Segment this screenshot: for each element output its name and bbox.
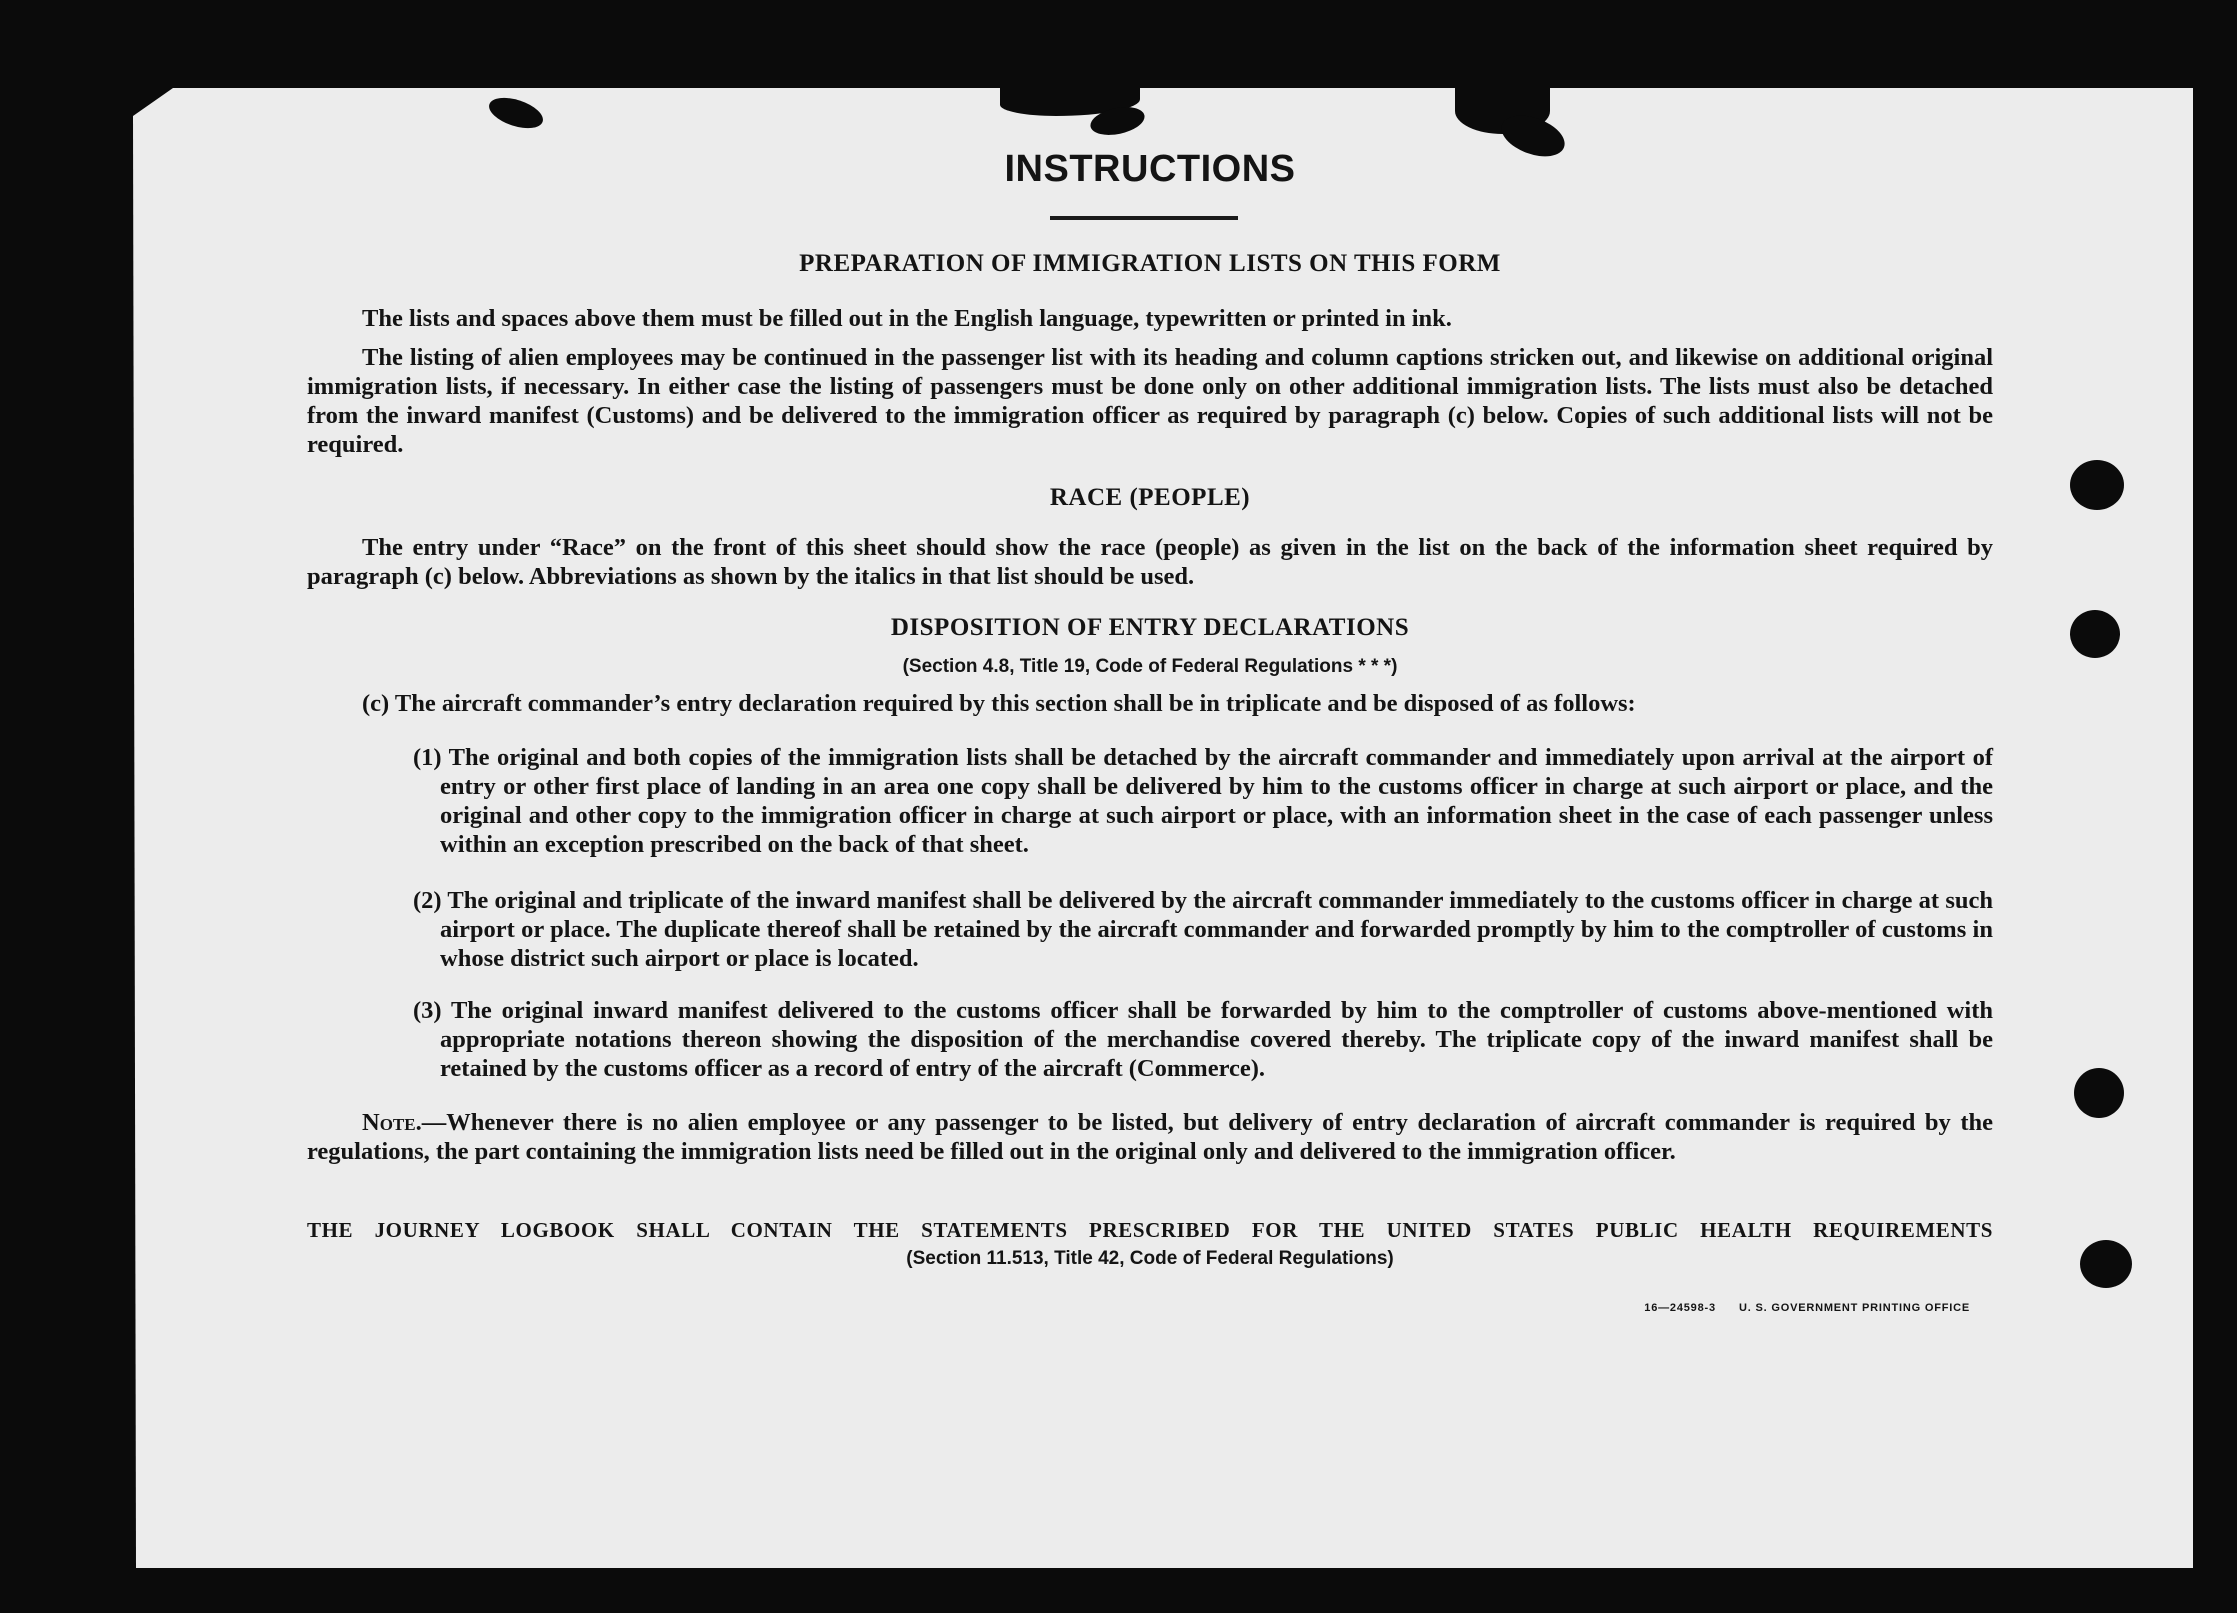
paragraph-entry-declaration-intro: (c) The aircraft commander’s entry declaration required by this section shall be in triplicate and be disposed of as follows: (362, 690, 1636, 717)
binder-hole (2070, 610, 2120, 658)
paragraph-english-language: The lists and spaces above them must be filled out in the English language, typewritten or printed in ink. (362, 305, 1452, 332)
form-number: 16—24598-3 (1644, 1302, 1716, 1314)
note-label: Note. (362, 1109, 422, 1136)
journey-citation: (Section 11.513, Title 42, Code of Federal Regulations) (906, 1248, 1394, 1269)
list-item-comptroller: (3) The original inward manifest delivered to the customs officer shall be forwarded by him to the comptroller of customs above-mentioned with appropriate notations thereon showing the disposition of the merchandise covered thereby. The triplicate copy of the inward manifest shall be retained by the customs officer as a record of entry of the aircraft (Commerce). (413, 997, 1993, 1082)
title-underline (1050, 216, 1238, 220)
page-title: INSTRUCTIONS (1004, 148, 1296, 190)
section-heading-disposition: DISPOSITION OF ENTRY DECLARATIONS (890, 614, 1410, 641)
note-paragraph (307, 1108, 1993, 1166)
note-text: —Whenever there is no alien employee or any passenger to be listed, but delivery of entry declaration of aircraft commander is required by the regulations, the part containing the immigration lists need be filled out in the original only and delivered to the immigration officer. (307, 1109, 1993, 1165)
binder-hole (2080, 1240, 2132, 1288)
printer-footer (1500, 1302, 1970, 1314)
printer-name: U. S. GOVERNMENT PRINTING OFFICE (1739, 1302, 1970, 1314)
paragraph-alien-employees: The listing of alien employees may be continued in the passenger list with its heading and column captions stricken out, and likewise on additional original immigration lists, if necessary. In either case the listing of passengers must be done only on other additional immigration lists. The lists must also be detached from the inward manifest (Customs) and be delivered to the immigration officer as required by paragraph (c) below. Copies of such additional lists will not be required. (307, 344, 1993, 458)
section-heading-preparation: PREPARATION OF IMMIGRATION LISTS ON THIS FORM (799, 250, 1501, 277)
binder-hole (2074, 1068, 2124, 1118)
list-item-inward-manifest: (2) The original and triplicate of the inward manifest shall be delivered by the aircraft commander immediately to the customs officer in charge at such airport or place. The duplicate thereof shall be retained by the aircraft commander and forwarded promptly by him to the comptroller of customs in whose district such airport or place is located. (413, 887, 1993, 972)
paragraph-race-entry: The entry under “Race” on the front of this sheet should show the race (people) as given in the list on the back of the information sheet required by paragraph (c) below. Abbreviations as shown by the italics in that list should be used. (307, 534, 1993, 590)
journey-logbook-statement: THE JOURNEY LOGBOOK SHALL CONTAIN THE STATEMENTS PRESCRIBED FOR THE UNITED STATES PUBLIC HEALTH REQUIREMENTS (307, 1218, 1993, 1242)
section-heading-race: RACE (PEOPLE) (1049, 484, 1251, 511)
list-item-immigration-lists: (1) The original and both copies of the immigration lists shall be detached by the aircraft commander and immediately upon arrival at the airport of entry or other first place of landing in an area one copy shall be delivered by him to the customs officer in charge at such airport or place, and the original and other copy to the immigration officer in charge at such airport or place, with an information sheet in the case of each passenger unless within an exception prescribed on the back of that sheet. (413, 744, 1993, 858)
section-citation: (Section 4.8, Title 19, Code of Federal Regulations * * *) (902, 656, 1398, 677)
binder-hole (2070, 460, 2124, 510)
